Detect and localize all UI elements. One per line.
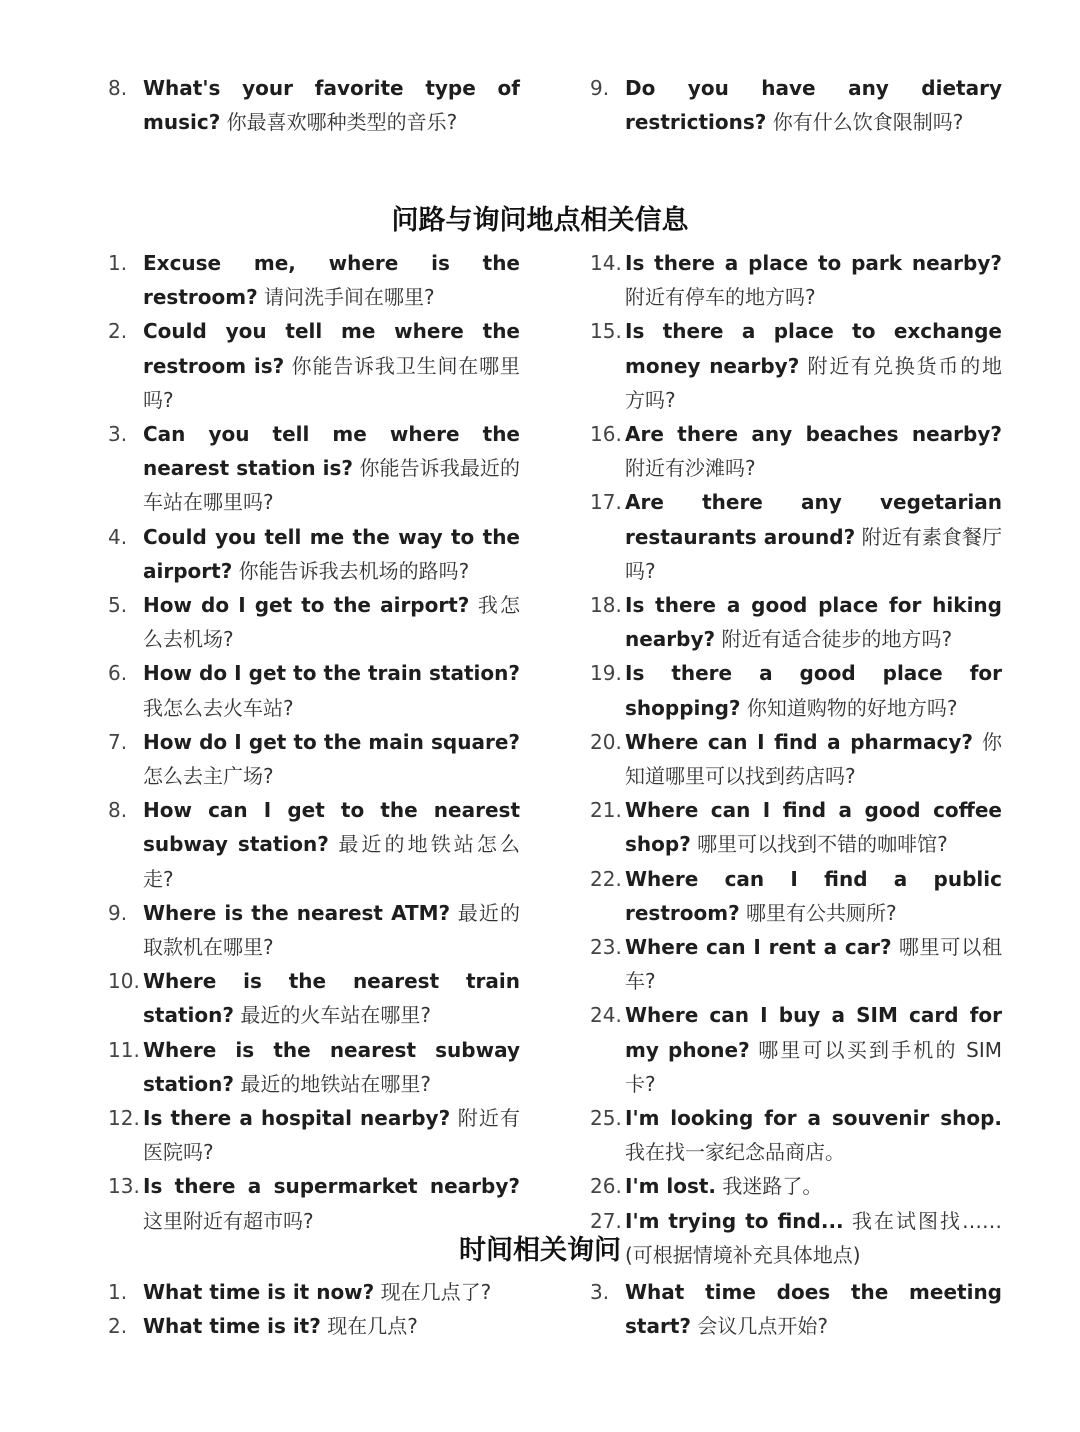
english-phrase: Is there a hospital nearby? <box>143 1106 451 1131</box>
item-number: 13. <box>108 1174 140 1199</box>
chinese-translation: 哪里可以找到不错的咖啡馆? <box>697 832 948 857</box>
english-phrase: Where can I find a public restroom? <box>625 866 1002 925</box>
list-item <box>590 314 1002 417</box>
chinese-translation: 最近的地铁站在哪里? <box>240 1071 431 1096</box>
item-number: 8. <box>108 76 128 100</box>
top-left-column <box>108 71 520 139</box>
english-phrase: Could you tell me the way to the airport? <box>143 524 520 583</box>
english-phrase: Could you tell me where the restroom is? <box>143 319 520 378</box>
list-item <box>590 725 1002 793</box>
item-number: 9. <box>108 900 128 925</box>
english-phrase: Where can I buy a SIM card for my phone? <box>625 1003 1002 1062</box>
chinese-translation: 附近有素食餐厅吗? <box>625 524 1003 583</box>
list-item <box>108 656 520 724</box>
chinese-translation: 你能告诉我最近的车站在哪里吗? <box>143 456 520 515</box>
chinese-translation: 现在几点了? <box>380 1280 492 1304</box>
chinese-translation: 我在试图找……(可根据情境补充具体地点) <box>625 1208 1002 1267</box>
chinese-translation: 最近的取款机在哪里? <box>143 900 521 960</box>
english-phrase: Where can I rent a car? <box>625 935 892 960</box>
item-number: 16. <box>590 422 622 447</box>
item-number: 4. <box>108 524 128 549</box>
item-number: 23. <box>590 935 622 960</box>
english-phrase: How do I get to the main square? <box>143 729 520 754</box>
item-number: 8. <box>108 798 128 823</box>
chinese-translation: 我怎么去机场? <box>143 593 520 652</box>
list-item <box>108 1309 520 1343</box>
item-number: 5. <box>108 593 128 618</box>
chinese-translation: 我迷路了。 <box>722 1174 823 1199</box>
list-item <box>590 588 1002 656</box>
chinese-translation: 你知道哪里可以找到药店吗? <box>625 729 1003 789</box>
english-phrase: Is there a good place for shopping? <box>625 661 1002 720</box>
english-phrase: I'm trying to find... <box>625 1208 844 1233</box>
list-item <box>590 1275 1002 1343</box>
list-item <box>590 1101 1002 1169</box>
chinese-translation: 我在找一家纪念品商店。 <box>625 1140 845 1165</box>
list-item <box>108 793 520 896</box>
item-number: 11. <box>108 1037 140 1062</box>
item-number: 12. <box>108 1106 140 1131</box>
item-number: 27. <box>590 1208 622 1233</box>
chinese-translation: 附近有适合徒步的地方吗? <box>721 627 953 652</box>
time-right-column <box>590 1275 1002 1343</box>
english-phrase: What time is it now? <box>143 1280 375 1304</box>
item-number: 3. <box>590 1280 610 1304</box>
item-number: 25. <box>590 1106 622 1131</box>
chinese-translation: 附近有沙滩吗? <box>625 456 756 481</box>
item-number: 15. <box>590 319 622 344</box>
chinese-translation: 你能告诉我卫生间在哪里吗? <box>143 353 521 412</box>
chinese-translation: 请问洗手间在哪里? <box>264 285 435 310</box>
english-phrase: Where is the nearest subway station? <box>143 1037 520 1096</box>
list-item <box>108 1033 520 1101</box>
item-number: 10. <box>108 969 140 994</box>
chinese-translation: 你有什么饮食限制吗? <box>772 110 964 135</box>
directions-left-column <box>108 246 520 1238</box>
chinese-translation: 怎么去主广场? <box>143 764 274 789</box>
section-title-time: 时间相关询问 <box>459 1235 621 1266</box>
english-phrase: How do I get to the train station? <box>143 661 520 686</box>
english-phrase: Is there a place to exchange money nearby? <box>625 319 1002 378</box>
item-number: 24. <box>590 1003 622 1028</box>
item-number: 1. <box>108 251 128 275</box>
chinese-translation: 会议几点开始? <box>697 1314 828 1339</box>
list-item <box>590 71 1002 139</box>
list-item <box>108 588 520 656</box>
english-phrase: I'm lost. <box>625 1174 717 1199</box>
chinese-translation: 附近有医院吗? <box>143 1106 521 1165</box>
top-right-column <box>590 71 1002 139</box>
item-number: 14. <box>590 251 622 275</box>
list-item <box>108 1275 520 1309</box>
chinese-translation: 现在几点? <box>327 1314 418 1339</box>
list-item <box>108 246 520 314</box>
item-number: 6. <box>108 661 128 686</box>
english-phrase: Where can I find a pharmacy? <box>625 729 973 754</box>
english-phrase: What time is it? <box>143 1314 321 1339</box>
list-item <box>590 1169 1002 1203</box>
item-number: 21. <box>590 798 622 823</box>
chinese-translation: 我怎么去火车站? <box>143 695 294 720</box>
list-item <box>590 998 1002 1101</box>
item-number: 9. <box>590 76 610 100</box>
chinese-translation: 最近的火车站在哪里? <box>240 1003 431 1028</box>
english-phrase: Are there any vegetarian restaurants around? <box>625 490 1002 549</box>
item-number: 3. <box>108 422 128 447</box>
item-number: 17. <box>590 490 622 515</box>
item-number: 19. <box>590 661 622 686</box>
list-item <box>108 520 520 588</box>
list-item <box>590 485 1002 588</box>
chinese-translation: 哪里可以买到手机的 SIM 卡? <box>625 1037 1002 1096</box>
english-phrase: How can I get to the nearest subway station? <box>143 798 520 857</box>
english-phrase: Is there a supermarket nearby? <box>143 1174 520 1199</box>
english-phrase: I'm looking for a souvenir shop. <box>625 1106 1002 1131</box>
english-phrase: Excuse me, where is the restroom? <box>143 251 520 310</box>
list-item <box>108 314 520 417</box>
directions-right-column <box>590 246 1002 1272</box>
item-number: 20. <box>590 729 622 754</box>
list-item <box>590 862 1002 930</box>
item-number: 26. <box>590 1174 622 1199</box>
list-item <box>108 1101 520 1169</box>
chinese-translation: 你知道购物的好地方吗? <box>746 695 958 720</box>
item-number: 2. <box>108 319 128 344</box>
chinese-translation: 最近的地铁站怎么走? <box>143 832 520 891</box>
chinese-translation: 哪里可以租车? <box>625 935 1002 994</box>
list-item <box>590 246 1002 314</box>
chinese-translation: 附近有停车的地方吗? <box>625 285 816 310</box>
english-phrase: Are there any beaches nearby? <box>625 422 1002 447</box>
english-phrase: Where can I find a good coffee shop? <box>625 798 1002 857</box>
list-item <box>108 1169 520 1237</box>
english-phrase: What's your favorite type of music? <box>143 76 520 135</box>
english-phrase: Can you tell me where the nearest station is? <box>143 422 520 481</box>
chinese-translation: 哪里有公共厕所? <box>746 900 897 925</box>
item-number: 7. <box>108 729 128 754</box>
list-item <box>108 417 520 520</box>
english-phrase: Is there a good place for hiking nearby? <box>625 593 1002 652</box>
list-item <box>108 964 520 1032</box>
english-phrase: Is there a place to park nearby? <box>625 251 1002 275</box>
item-number: 1. <box>108 1280 128 1304</box>
english-phrase: What time does the meeting start? <box>625 1280 1002 1339</box>
english-phrase: How do I get to the airport? <box>143 593 470 618</box>
list-item <box>590 417 1002 485</box>
english-phrase: Do you have any dietary restrictions? <box>625 76 1002 135</box>
english-phrase: Where is the nearest ATM? <box>143 900 451 925</box>
section-title-directions: 问路与询问地点相关信息 <box>391 205 689 236</box>
list-item <box>108 896 520 964</box>
item-number: 22. <box>590 866 622 891</box>
chinese-translation: 这里附近有超市吗? <box>143 1208 314 1233</box>
item-number: 2. <box>108 1314 128 1339</box>
list-item <box>108 725 520 793</box>
item-number: 18. <box>590 593 622 618</box>
english-phrase: Where is the nearest train station? <box>143 969 520 1028</box>
chinese-translation: 附近有兑换货币的地方吗? <box>625 353 1003 412</box>
list-item <box>590 656 1002 724</box>
list-item <box>590 793 1002 861</box>
chinese-translation: 你最喜欢哪种类型的音乐? <box>226 110 458 135</box>
list-item <box>108 71 520 139</box>
chinese-translation: 你能告诉我去机场的路吗? <box>238 558 470 583</box>
time-left-column <box>108 1275 520 1343</box>
list-item <box>590 930 1002 998</box>
